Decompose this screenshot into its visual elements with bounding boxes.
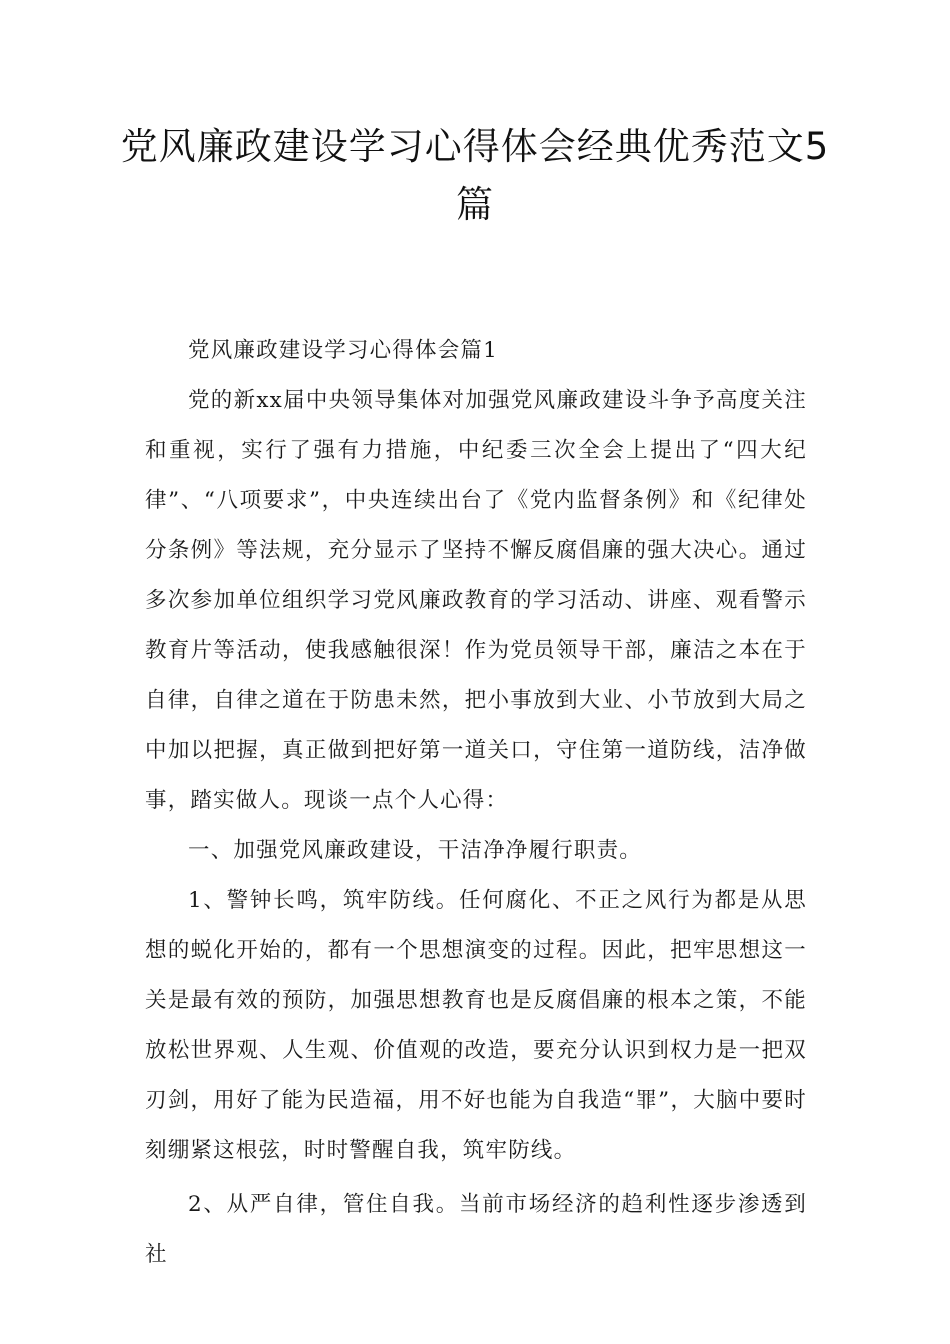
paragraph-subheading-1: 一、加强党风廉政建设，干洁净净履行职责。 — [188, 838, 643, 863]
paragraph-item-1: 1、警钟长鸣，筑牢防线。任何腐化、不正之风行为都是从思想的蜕化开始的，都有一个思想演变的过程。因此，把牢思想这一关是最有效的预防，加强思想教育也是反腐倡廉的根本之策，不能放松世界观、人生观、价值观的改造，要充分认识到权力是一把双刃剑，用好了能为民造福，用不好也能为自我造“罪”，大脑中要时刻绷紧这根弦，时时警醒自我，筑牢防线。 — [145, 888, 807, 1163]
section-heading: 党风廉政建设学习心得体会篇1 — [188, 338, 498, 363]
paragraph-item-2: 2、从严自律，管住自我。当前市场经济的趋利性逐步渗透到社 — [145, 1192, 807, 1267]
paragraph-intro: 党的新xx届中央领导集体对加强党风廉政建设斗争予高度关注和重视，实行了强有力措施，中纪委三次全会上提出了“四大纪律”、“八项要求”，中央连续出台了《党内监督条例》和《纪律处分条例》等法规，充分显示了坚持不懈反腐倡廉的强大决心。通过多次参加单位组织学习党风廉政教育的学习活动、讲座、观看警示教育片等活动，使我感触很深！作为党员领导干部，廉洁之本在于自律，自律之道在于防患未然，把小事放到大业、小节放到大局之中加以把握，真正做到把好第一道关口，守住第一道防线，洁净做事，踏实做人。现谈一点个人心得： — [145, 388, 807, 813]
document-body — [145, 326, 807, 1280]
document-title: 党风廉政建设学习心得体会经典优秀范文5篇 — [120, 125, 830, 226]
